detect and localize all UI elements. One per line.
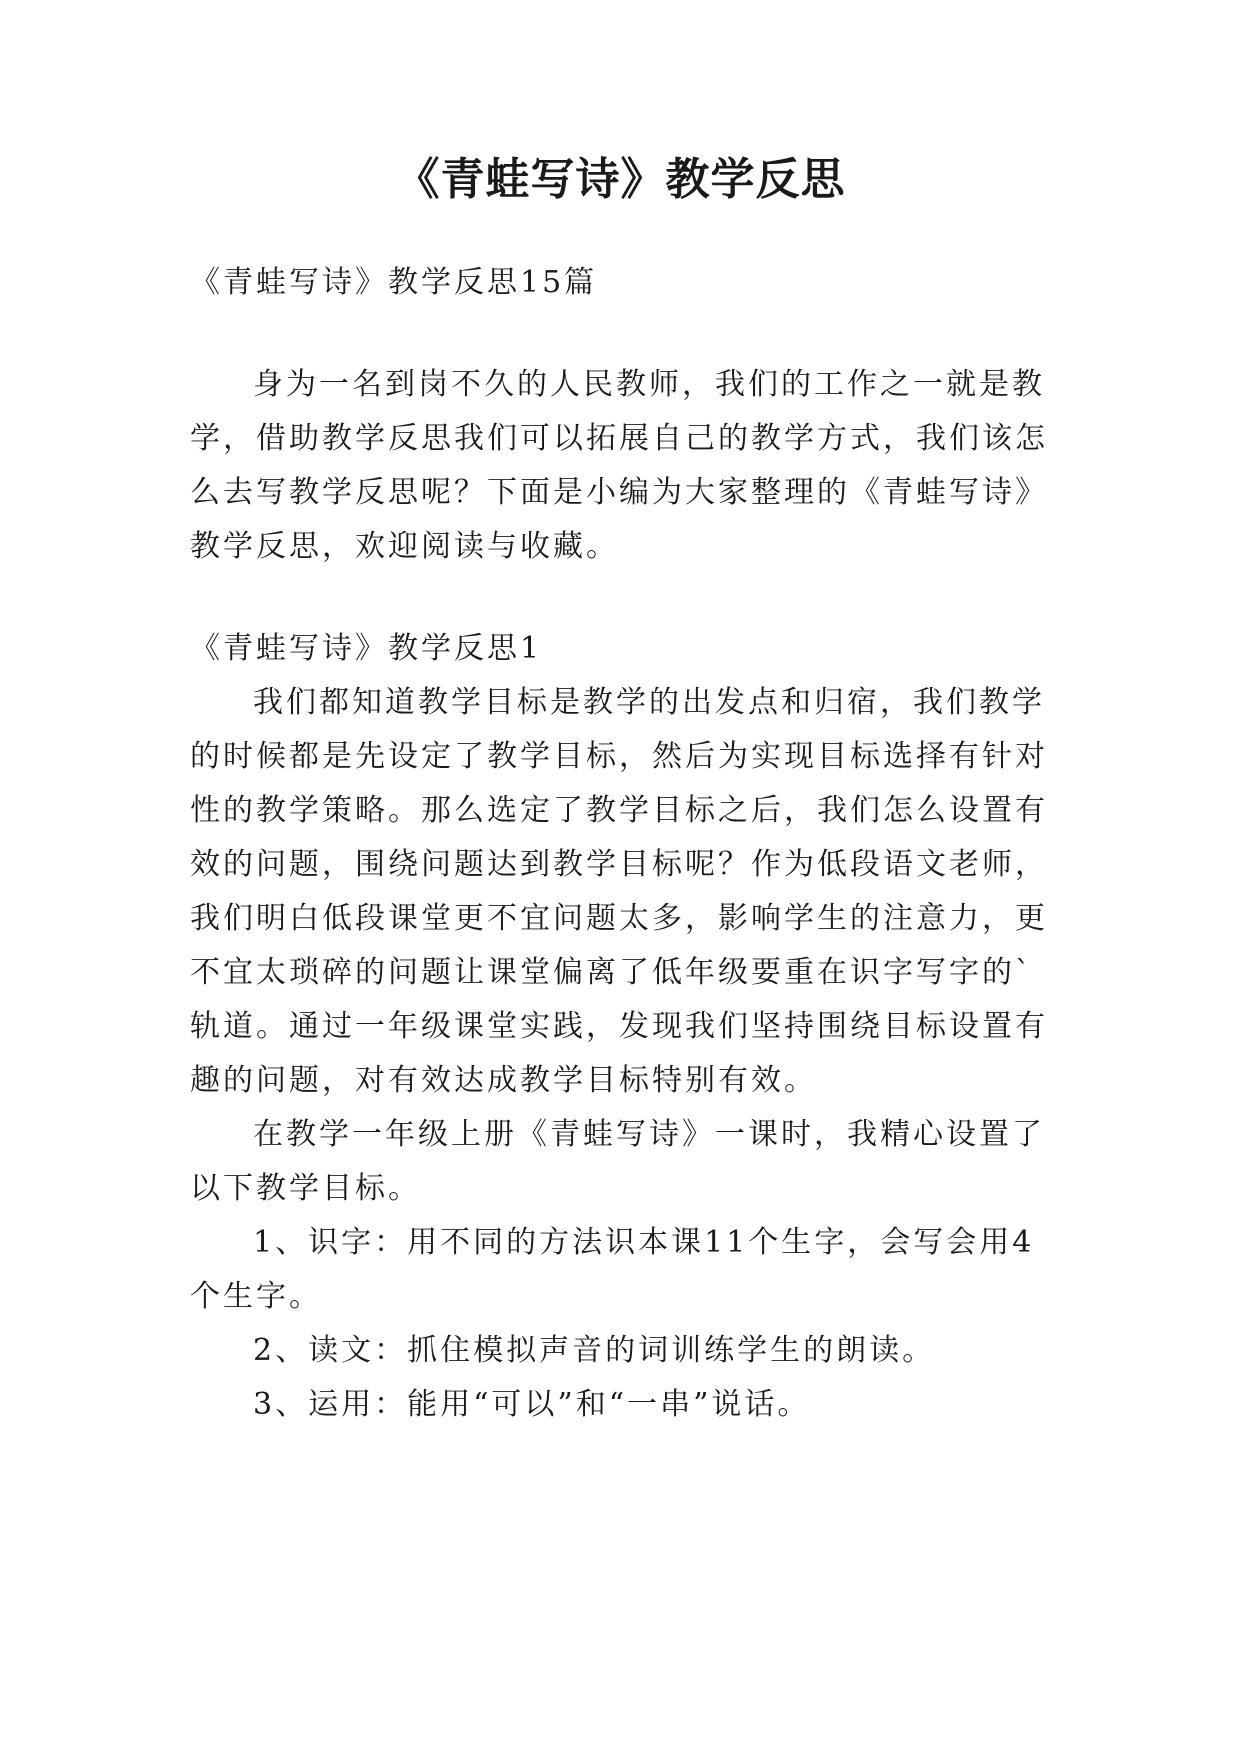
goal-line: 1、识字：用不同的方法识本课11个生字，会写会用4 xyxy=(253,1225,1035,1260)
intro-line: 么去写教学反思呢？下面是小编为大家整理的《青蛙写诗》 xyxy=(190,475,1048,510)
paragraph-line: 我们明白低段课堂更不宜问题太多，影响学生的注意力，更 xyxy=(190,901,1048,936)
paragraph-line: 趣的问题，对有效达成教学目标特别有效。 xyxy=(190,1063,817,1098)
goal-2: 2、读文：抓住模拟声音的词训练学生的朗读。 xyxy=(253,1333,936,1368)
intro-line: 身为一名到岗不久的人民教师，我们的工作之一就是教 xyxy=(253,367,1045,402)
paragraph-line: 轨道。通过一年级课堂实践，发现我们坚持围绕目标设置有 xyxy=(190,1009,1048,1044)
paragraph-line: 不宜太琐碎的问题让课堂偏离了低年级要重在识字写字的` xyxy=(190,955,1033,990)
goal-3: 3、运用：能用“可以”和“一串”说话。 xyxy=(253,1387,811,1422)
paragraph-line: 以下教学目标。 xyxy=(190,1171,421,1206)
paragraph-line: 效的问题，围绕问题达到教学目标呢？作为低段语文老师， xyxy=(190,847,1048,882)
paragraph-line: 性的教学策略。那么选定了教学目标之后，我们怎么设置有 xyxy=(190,793,1048,828)
paragraph-line: 我们都知道教学目标是教学的出发点和归宿，我们教学 xyxy=(253,685,1045,720)
paragraph-line: 在教学一年级上册《青蛙写诗》一课时，我精心设置了 xyxy=(253,1117,1045,1152)
intro-line: 学，借助教学反思我们可以拓展自己的教学方式，我们该怎 xyxy=(190,421,1048,456)
paragraph-line: 的时候都是先设定了教学目标，然后为实现目标选择有针对 xyxy=(190,739,1048,774)
intro-line: 教学反思，欢迎阅读与收藏。 xyxy=(190,529,619,564)
document-title: 《青蛙写诗》教学反思 xyxy=(395,154,846,205)
section-heading: 《青蛙写诗》教学反思1 xyxy=(190,631,543,666)
goal-line: 个生字。 xyxy=(190,1279,322,1314)
subtitle: 《青蛙写诗》教学反思15篇 xyxy=(190,265,598,300)
